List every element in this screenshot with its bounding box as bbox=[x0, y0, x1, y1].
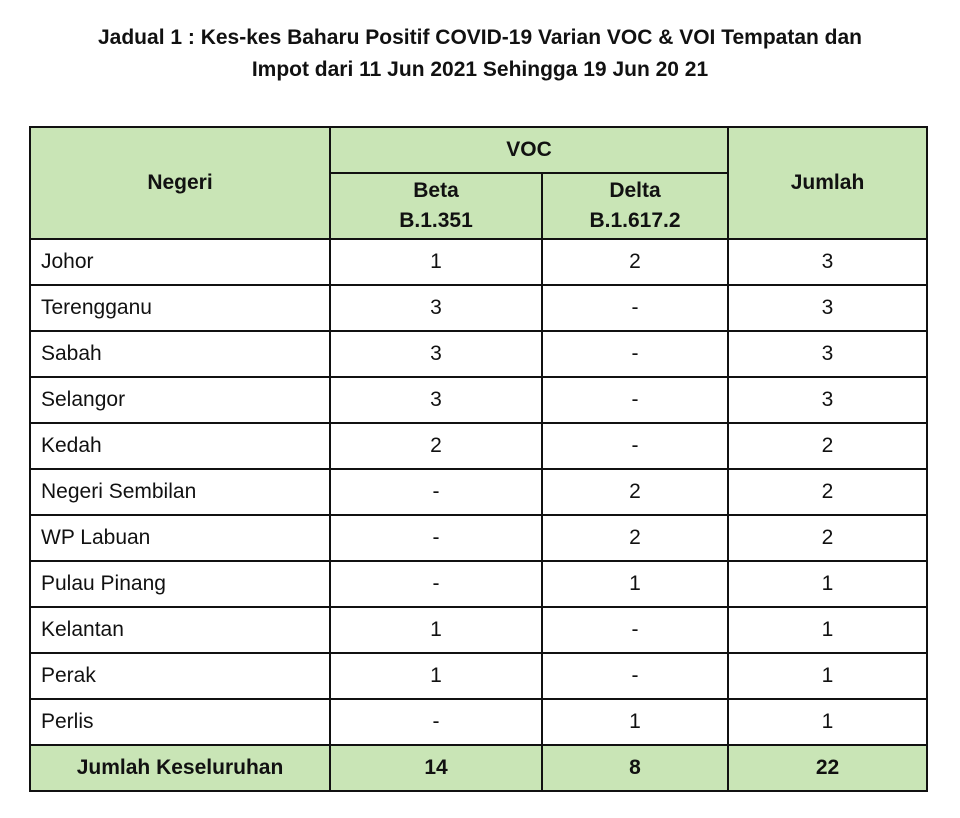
header-voc-group: VOC bbox=[330, 127, 728, 173]
header-row-1 bbox=[30, 127, 927, 173]
beta-cell: 3 bbox=[330, 285, 542, 331]
header-delta bbox=[542, 173, 728, 239]
total-row bbox=[30, 745, 927, 791]
beta-cell: 1 bbox=[330, 239, 542, 285]
table-row bbox=[30, 377, 927, 423]
beta-cell: 3 bbox=[330, 377, 542, 423]
beta-cell: - bbox=[330, 561, 542, 607]
table-body bbox=[30, 239, 927, 745]
beta-cell: - bbox=[330, 469, 542, 515]
beta-cell: - bbox=[330, 515, 542, 561]
beta-cell: 2 bbox=[330, 423, 542, 469]
cases-table bbox=[29, 126, 928, 792]
total-cell: 1 bbox=[728, 607, 927, 653]
state-cell: Terengganu bbox=[30, 285, 330, 331]
header-delta-code: B.1.617.2 bbox=[589, 209, 681, 232]
table-row bbox=[30, 699, 927, 745]
state-cell: Negeri Sembilan bbox=[30, 469, 330, 515]
table-row bbox=[30, 423, 927, 469]
beta-cell: - bbox=[330, 699, 542, 745]
table-row bbox=[30, 653, 927, 699]
state-cell: Pulau Pinang bbox=[30, 561, 330, 607]
title-line-1: Jadual 1 : Kes-kes Baharu Positif COVID-19 Varian VOC & VOI Tempatan dan bbox=[98, 26, 862, 49]
state-cell: Selangor bbox=[30, 377, 330, 423]
table-row bbox=[30, 331, 927, 377]
state-cell: Kedah bbox=[30, 423, 330, 469]
total-cell: 2 bbox=[728, 515, 927, 561]
delta-cell: - bbox=[542, 423, 728, 469]
delta-cell: 2 bbox=[542, 469, 728, 515]
table-row bbox=[30, 561, 927, 607]
table-row bbox=[30, 607, 927, 653]
delta-cell: - bbox=[542, 331, 728, 377]
delta-cell: - bbox=[542, 607, 728, 653]
state-cell: Kelantan bbox=[30, 607, 330, 653]
header-total: Jumlah bbox=[728, 127, 927, 239]
total-cell: 3 bbox=[728, 377, 927, 423]
delta-cell: 1 bbox=[542, 699, 728, 745]
header-beta-name: Beta bbox=[413, 179, 459, 202]
table-row bbox=[30, 239, 927, 285]
delta-cell: 2 bbox=[542, 239, 728, 285]
state-cell: WP Labuan bbox=[30, 515, 330, 561]
header-beta bbox=[330, 173, 542, 239]
total-cell: 3 bbox=[728, 239, 927, 285]
total-sum: 22 bbox=[728, 745, 927, 791]
header-delta-name: Delta bbox=[609, 179, 661, 202]
state-cell: Johor bbox=[30, 239, 330, 285]
delta-cell: 2 bbox=[542, 515, 728, 561]
title-line-2: Impot dari 11 Jun 2021 Sehingga 19 Jun 20 21 bbox=[251, 58, 709, 81]
delta-cell: - bbox=[542, 653, 728, 699]
total-cell: 3 bbox=[728, 331, 927, 377]
header-beta-code: B.1.351 bbox=[399, 209, 473, 232]
table-row bbox=[30, 285, 927, 331]
beta-cell: 1 bbox=[330, 653, 542, 699]
table-row bbox=[30, 515, 927, 561]
total-delta: 8 bbox=[542, 745, 728, 791]
beta-cell: 3 bbox=[330, 331, 542, 377]
beta-cell: 1 bbox=[330, 607, 542, 653]
table-row bbox=[30, 469, 927, 515]
total-cell: 3 bbox=[728, 285, 927, 331]
total-beta: 14 bbox=[330, 745, 542, 791]
total-cell: 1 bbox=[728, 653, 927, 699]
total-cell: 2 bbox=[728, 423, 927, 469]
delta-cell: - bbox=[542, 285, 728, 331]
total-label: Jumlah Keseluruhan bbox=[30, 745, 330, 791]
state-cell: Perak bbox=[30, 653, 330, 699]
state-cell: Sabah bbox=[30, 331, 330, 377]
total-cell: 2 bbox=[728, 469, 927, 515]
state-cell: Perlis bbox=[30, 699, 330, 745]
total-cell: 1 bbox=[728, 561, 927, 607]
delta-cell: 1 bbox=[542, 561, 728, 607]
header-state: Negeri bbox=[30, 127, 330, 239]
document-title bbox=[0, 22, 960, 86]
delta-cell: - bbox=[542, 377, 728, 423]
total-cell: 1 bbox=[728, 699, 927, 745]
